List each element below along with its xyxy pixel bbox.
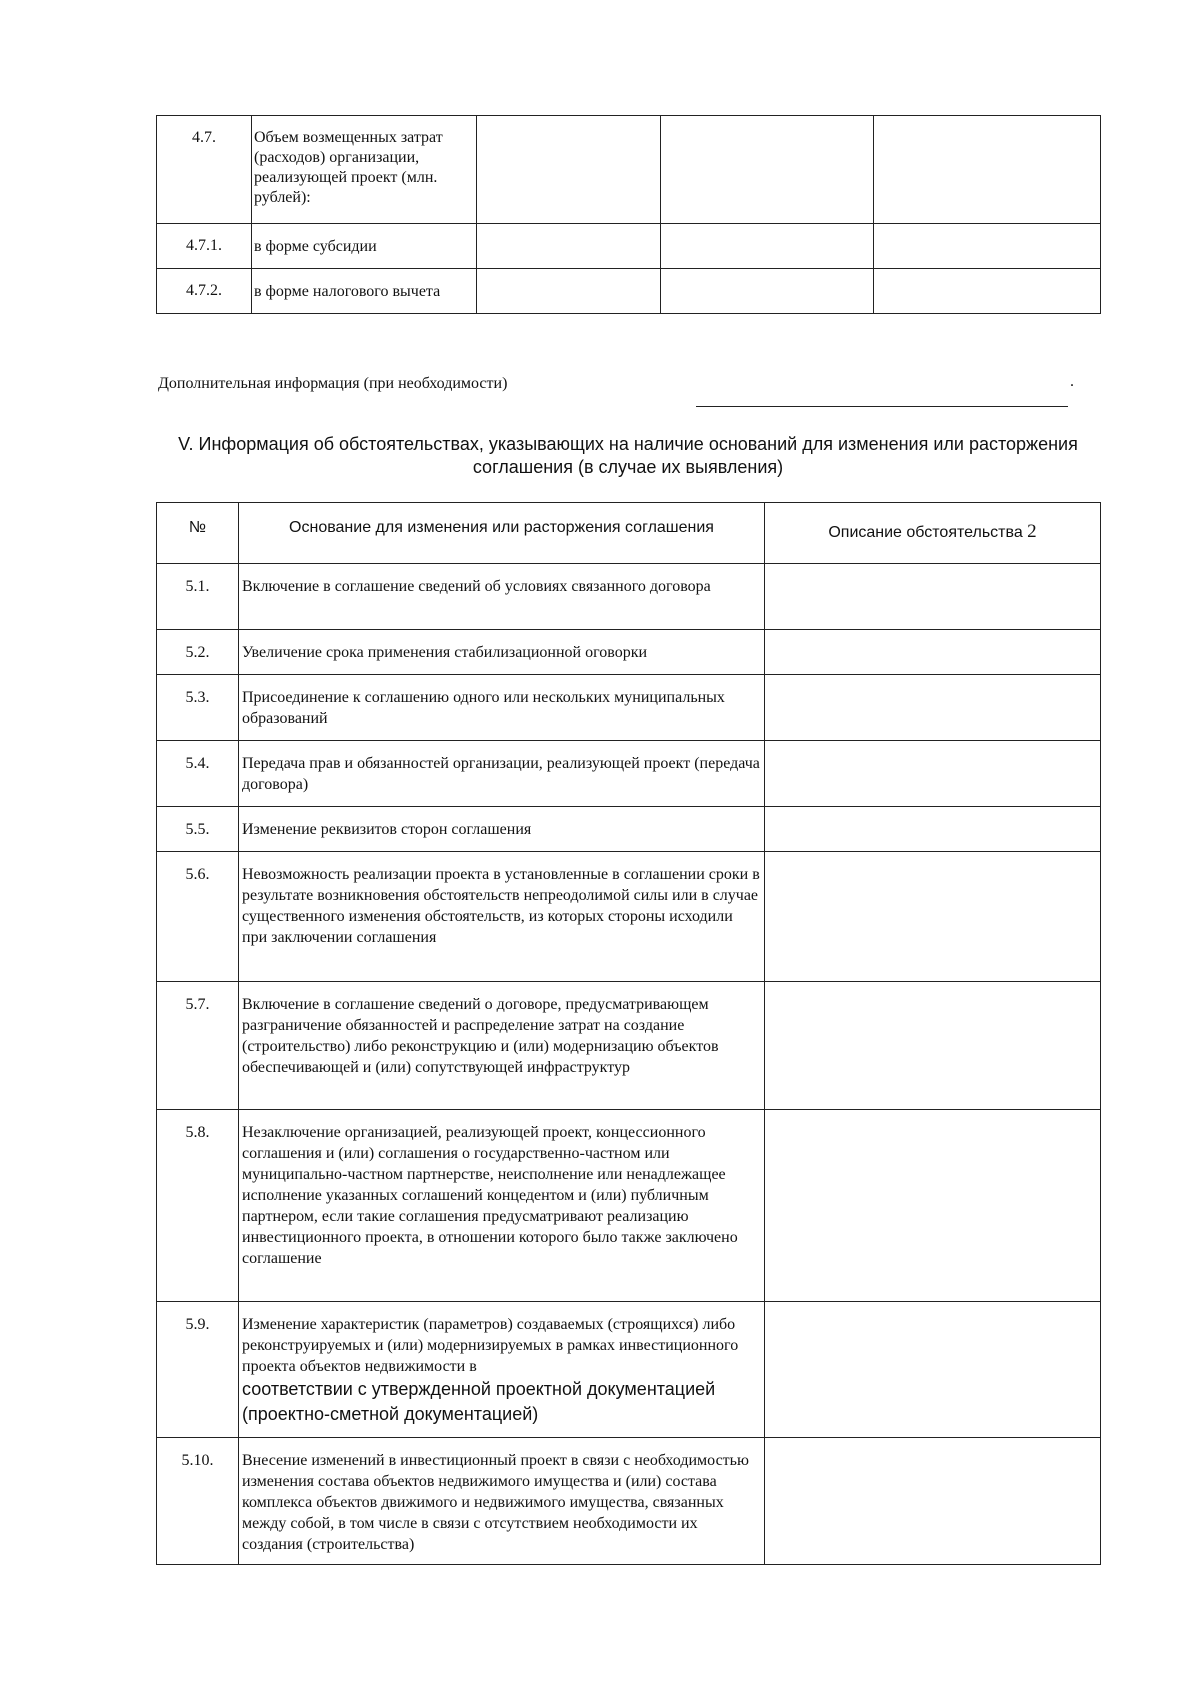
table-row [157, 1110, 1101, 1302]
description-cell [765, 1302, 1101, 1438]
header-basis: Основание для изменения или расторжения соглашения [239, 503, 765, 564]
table-row [157, 741, 1101, 807]
row-number: 4.7. [157, 116, 252, 224]
row-number: 5.4. [157, 741, 239, 807]
empty-cell [477, 116, 661, 224]
table-row [157, 116, 1101, 224]
empty-cell [477, 269, 661, 314]
description-cell [765, 807, 1101, 852]
table-row [157, 630, 1101, 675]
row-text: в форме субсидии [252, 224, 477, 269]
table-row [157, 224, 1101, 269]
table-row [157, 675, 1101, 741]
additional-info-fill-line [696, 406, 1068, 407]
row-text: Невозможность реализации проекта в установленные в соглашении сроки в результате возникновения обстоятельств непреодолимой силы или в случае существенного изменения обстоятельств, из которых стороны исходили при заключении соглашения [239, 852, 765, 982]
table-row [157, 807, 1101, 852]
table-row [157, 1302, 1101, 1438]
empty-cell [661, 116, 874, 224]
row-text: в форме налогового вычета [252, 269, 477, 314]
row-number: 5.2. [157, 630, 239, 675]
row-text: Объем возмещенных затрат (расходов) организации, реализующей проект (млн. рублей): [252, 116, 477, 224]
row-text: Включение в соглашение сведений о договоре, предусматривающем разграничение обязанностей и распределение затрат на создание (строительство) либо реконструкцию и (или) модернизацию объектов обеспечивающей и (или) сопутствующей инфраструктур [239, 982, 765, 1110]
row-number: 5.6. [157, 852, 239, 982]
header-description [765, 503, 1101, 564]
table-header-row [157, 503, 1101, 564]
description-cell [765, 630, 1101, 675]
row-text-continuation: соответствии с утвержденной проектной документацией (проектно-сметной документацией) [242, 1379, 716, 1424]
description-cell [765, 1438, 1101, 1565]
row-text: Незаключение организацией, реализующей проект, концессионного соглашения и (или) соглашения о государственно-частном или муниципально-частном партнерстве, неисполнение или ненадлежащее исполнение указанных соглашений концедентом и (или) публичным партнером, если такие соглашения предусматривают реализацию инвестиционного проекта, в отношении которого было также заключено соглашение [239, 1110, 765, 1302]
row-text: Включение в соглашение сведений об условиях связанного договора [239, 564, 765, 630]
additional-info-dot: . [1070, 373, 1074, 390]
row-text: Изменение характеристик (параметров) создаваемых (строящихся) либо реконструируемых и (или) модернизируемых в рамках инвестиционного проекта объектов недвижимости в [242, 1316, 739, 1375]
description-cell [765, 675, 1101, 741]
row-text: Изменение реквизитов сторон соглашения [239, 807, 765, 852]
table-row [157, 982, 1101, 1110]
row-text: Передача прав и обязанностей организации, реализующей проект (передача договора) [239, 741, 765, 807]
table-row [157, 1438, 1101, 1565]
row-number: 5.9. [157, 1302, 239, 1438]
top-table [156, 115, 1101, 314]
empty-cell [661, 224, 874, 269]
row-number: 4.7.1. [157, 224, 252, 269]
row-number: 5.8. [157, 1110, 239, 1302]
table-row [157, 852, 1101, 982]
row-text: Внесение изменений в инвестиционный проект в связи с необходимостью изменения состава объектов недвижимого имущества и (или) состава комплекса объектов движимого и недвижимого имущества, связанных между собой, в том числе в связи с отсутствием необходимости их создания (строительства) [239, 1438, 765, 1565]
empty-cell [874, 269, 1101, 314]
row-text: Присоединение к соглашению одного или нескольких муниципальных образований [239, 675, 765, 741]
row-text: Увеличение срока применения стабилизационной оговорки [239, 630, 765, 675]
empty-cell [874, 116, 1101, 224]
row-number: 5.5. [157, 807, 239, 852]
footnote-marker: 2 [1027, 521, 1037, 542]
table-row [157, 269, 1101, 314]
main-table [156, 502, 1101, 1565]
table-row [157, 564, 1101, 630]
description-cell [765, 852, 1101, 982]
row-number: 5.1. [157, 564, 239, 630]
description-cell [765, 741, 1101, 807]
row-text-cell [239, 1302, 765, 1438]
empty-cell [874, 224, 1101, 269]
header-number: № [157, 503, 239, 564]
additional-info-label: Дополнительная информация (при необходимости) [158, 375, 508, 392]
header-description-label: Описание обстоятельства [828, 524, 1023, 541]
description-cell [765, 982, 1101, 1110]
row-number: 5.10. [157, 1438, 239, 1565]
description-cell [765, 1110, 1101, 1302]
row-number: 5.7. [157, 982, 239, 1110]
row-number: 4.7.2. [157, 269, 252, 314]
empty-cell [661, 269, 874, 314]
section-title: V. Информация об обстоятельствах, указывающих на наличие оснований для изменения или расторжения соглашения (в случае их выявления) [178, 434, 1078, 477]
row-number: 5.3. [157, 675, 239, 741]
empty-cell [477, 224, 661, 269]
description-cell [765, 564, 1101, 630]
